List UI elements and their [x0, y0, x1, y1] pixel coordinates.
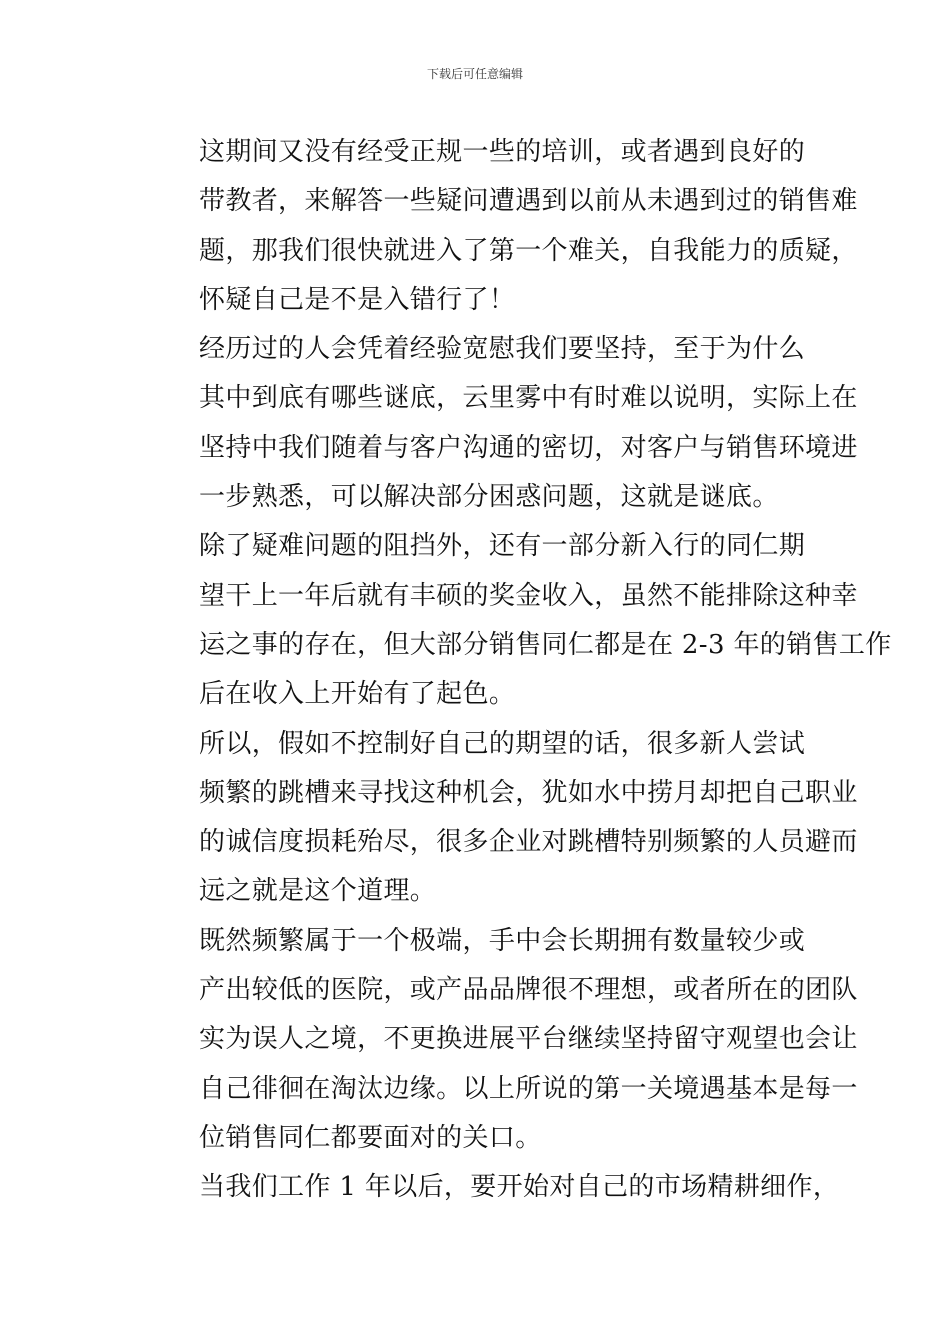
text-line: 自己徘徊在淘汰边缘。以上所说的第一关境遇基本是每一	[199, 1073, 858, 1104]
page-header-note: 下载后可任意编辑	[426, 67, 523, 81]
text-line: 题，那我们很快就进入了第一个难关，自我能力的质疑，	[199, 235, 858, 266]
text-line: 这期间又没有经受正规一些的培训，或者遇到良好的	[199, 137, 806, 167]
text-line: 当我们工作 1 年以后，要开始对自己的市场精耕细作，	[199, 1172, 840, 1203]
text-line: 经历过的人会凭着经验宽慰我们要坚持，至于为什么	[199, 334, 806, 365]
paragraph-6	[147, 1163, 840, 1212]
text-line: 一步熟悉，可以解决部分困惑问题，这就是谜底。	[199, 482, 779, 513]
text-line: 后在收入上开始有了起色。	[199, 679, 516, 710]
text-line: 运之事的存在，但大部分销售同仁都是在 2-3 年的销售工作	[199, 629, 892, 660]
text-line: 带教者，来解答一些疑问遭遇到以前从未遇到过的销售难	[199, 186, 858, 217]
text-line: 位销售同仁都要面对的关口。	[199, 1122, 542, 1153]
text-line: 既然频繁属于一个极端，手中会长期拥有数量较少或	[199, 925, 806, 956]
paragraph-2	[147, 325, 858, 522]
text-line: 坚持中我们随着与客户沟通的密切，对客户与销售环境进	[199, 432, 858, 463]
text-line: 除了疑难问题的阻挡外，还有一部分新入行的同仁期	[199, 531, 806, 562]
text-line: 频繁的跳槽来寻找这种机会，犹如水中捞月却把自己职业	[199, 777, 858, 808]
paragraph-3	[147, 522, 892, 719]
text-line: 怀疑自己是不是入错行了！	[199, 284, 516, 315]
text-line: 望干上一年后就有丰硕的奖金收入，虽然不能排除这种幸	[199, 580, 858, 611]
text-line: 实为误人之境，不更换进展平台继续坚持留守观望也会让	[199, 1024, 858, 1055]
paragraph-5	[147, 917, 858, 1163]
text-line: 其中到底有哪些谜底，云里雾中有时难以说明，实际上在	[199, 383, 858, 414]
text-line: 远之就是这个道理。	[199, 876, 437, 907]
text-line: 所以，假如不控制好自己的期望的话，很多新人尝试	[199, 728, 806, 759]
text-line: 产出较低的医院，或产品品牌很不理想，或者所在的团队	[199, 975, 858, 1006]
document-body	[147, 128, 892, 1213]
paragraph-1	[147, 128, 858, 325]
text-line: 的诚信度损耗殆尽，很多企业对跳槽特别频繁的人员避而	[199, 827, 858, 858]
paragraph-4	[147, 720, 858, 917]
